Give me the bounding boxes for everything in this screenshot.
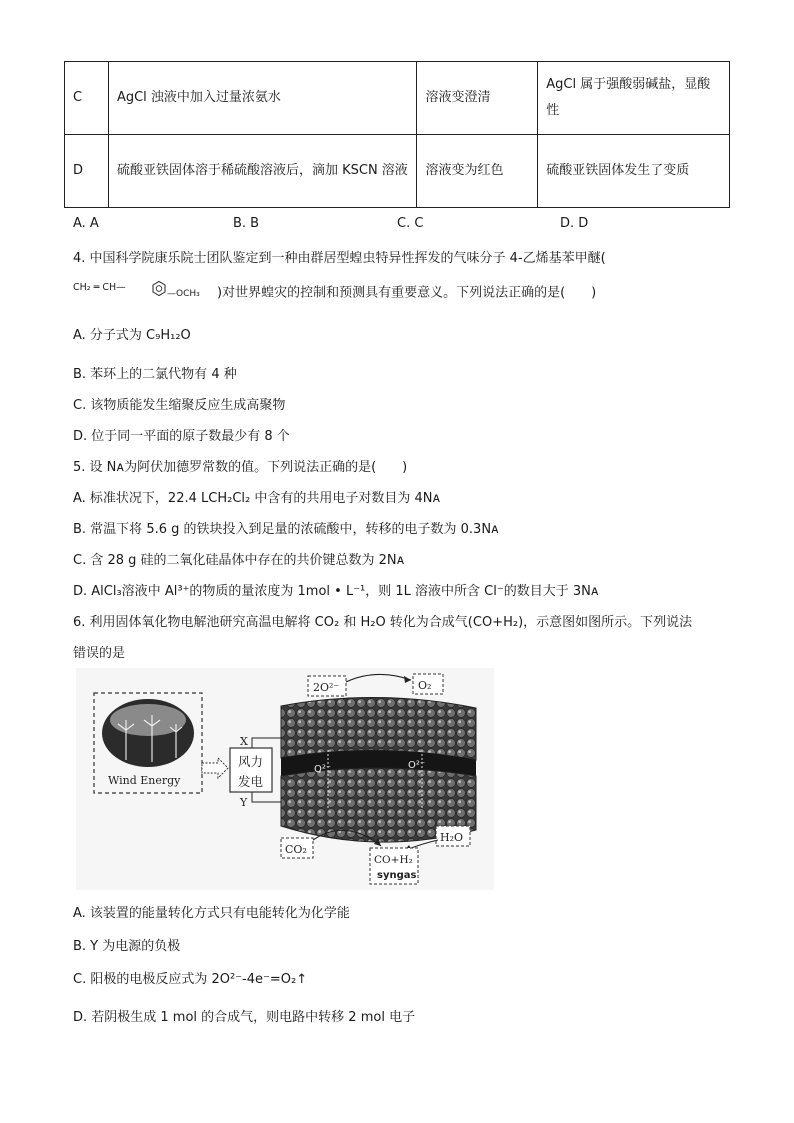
q3-option-a: A. A	[73, 216, 99, 231]
svg-text:syngas: syngas	[377, 870, 417, 881]
q4-option-a: A. 分子式为 C₉H₁₂O	[73, 328, 191, 343]
wind-label: Wind Energy	[108, 774, 181, 787]
row-label: C	[65, 62, 109, 135]
q6-option-d: D. 若阴极生成 1 mol 的合成气，则电路中转移 2 mol 电子	[73, 1010, 416, 1025]
q4-option-c: C. 该物质能发生缩聚反应生成高聚物	[73, 398, 286, 413]
q6-stem-line1: 6. 利用固体氧化物电解池研究高温电解将 CO₂ 和 H₂O 转化为合成气(CO+H₂)，示意图如图所示。下列说法	[73, 615, 693, 630]
q3-option-c: C. C	[397, 216, 424, 231]
svg-text:2O²⁻: 2O²⁻	[313, 681, 340, 694]
svg-text:O²⁻: O²⁻	[408, 760, 426, 771]
q6-option-b: B. Y 为电源的负极	[73, 939, 181, 954]
svg-text:O²⁻: O²⁻	[314, 764, 332, 775]
svg-text:H₂O: H₂O	[440, 831, 464, 844]
q4-stem-line2	[73, 278, 596, 308]
svg-text:CO+H₂: CO+H₂	[374, 854, 413, 866]
phenomenon-cell: 溶液变澄清	[417, 62, 538, 135]
q5-option-b: B. 常温下将 5.6 g 的铁块投入到足量的浓硫酸中，转移的电子数为 0.3Nᴀ	[73, 522, 499, 537]
svg-text:O₂: O₂	[418, 679, 432, 692]
q3-options	[73, 216, 633, 234]
q6-option-c: C. 阳极的电极反应式为 2O²⁻-4e⁻=O₂↑	[73, 972, 308, 987]
q6-option-a: A. 该装置的能量转化方式只有电能转化为化学能	[73, 906, 350, 921]
q5-option-d: D. AlCl₃溶液中 Al³⁺的物质的量浓度为 1mol • L⁻¹，则 1L 溶液中所含 Cl⁻的数目大于 3Nᴀ	[73, 584, 599, 599]
operation-cell: 硫酸亚铁固体溶于稀硫酸溶液后，滴加 KSCN 溶液	[108, 135, 416, 208]
q3-option-b: B. B	[233, 216, 260, 231]
electrode-x-label: X	[240, 735, 248, 748]
experiment-table	[64, 61, 730, 208]
q4-option-b: B. 苯环上的二氯代物有 4 种	[73, 367, 237, 382]
benzene-ring	[153, 282, 165, 296]
table-row	[65, 62, 730, 135]
q5-stem: 5. 设 Nᴀ为阿伏加德罗常数的值。下列说法正确的是( )	[73, 460, 408, 475]
q5-option-c: C. 含 28 g 硅的二氧化硅晶体中存在的共价键总数为 2Nᴀ	[73, 553, 405, 568]
structure-right: —OCH₃	[167, 289, 200, 299]
svg-text:发电: 发电	[238, 774, 264, 789]
q6-stem-line2: 错误的是	[73, 646, 126, 661]
svg-text:风力: 风力	[238, 754, 264, 769]
structure-left: CH₂ ═ CH—	[73, 282, 126, 293]
electrolysis-figure	[76, 668, 494, 890]
electrode-y-label: Y	[240, 796, 248, 809]
q5-option-a: A. 标准状况下，22.4 LCH₂Cl₂ 中含有的共用电子对数目为 4Nᴀ	[73, 491, 441, 506]
molecule-structure	[73, 278, 215, 308]
conclusion-cell: 硫酸亚铁固体发生了变质	[538, 135, 730, 208]
q4-option-d: D. 位于同一平面的原子数最少有 8 个	[73, 429, 290, 444]
row-label: D	[65, 135, 109, 208]
table-row	[65, 135, 730, 208]
operation-cell: AgCl 浊液中加入过量浓氨水	[108, 62, 416, 135]
svg-text:CO₂: CO₂	[285, 843, 307, 856]
q3-option-d: D. D	[560, 216, 589, 231]
q4-stem-line1: 4. 中国科学院康乐院士团队鉴定到一种由群居型蝗虫特异性挥发的气味分子 4-乙烯基苯甲醚(	[73, 251, 606, 266]
q4-stem-tail: )对世界蝗灾的控制和预测具有重要意义。下列说法正确的是( )	[217, 285, 597, 301]
phenomenon-cell: 溶液变为红色	[417, 135, 538, 208]
conclusion-cell: AgCl 属于强酸弱碱盐，显酸性	[538, 62, 730, 135]
